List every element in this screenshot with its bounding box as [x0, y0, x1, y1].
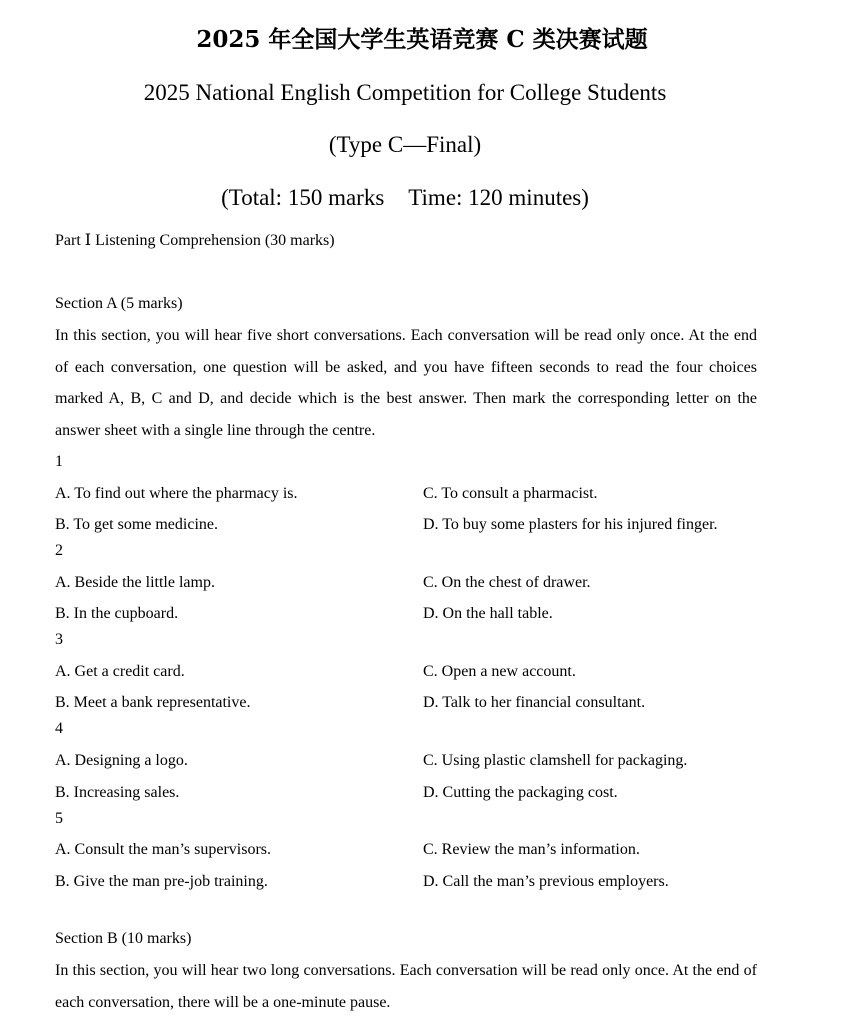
section-a-heading: Section A (5 marks) [55, 295, 183, 312]
choice-a: A. Designing a logo. [55, 752, 188, 769]
choice-a: A. Get a credit card. [55, 663, 185, 680]
total-marks: (Total: 150 marks [221, 185, 385, 210]
exam-title-chinese: 2025 年全国大学生英语竞赛 C 类决赛试题 [196, 26, 648, 53]
section-b-heading: Section B (10 marks) [55, 930, 192, 947]
choice-d: D. To buy some plasters for his injured finger. [423, 516, 718, 533]
choice-a: A. Beside the little lamp. [55, 574, 215, 591]
choice-c: C. To consult a pharmacist. [423, 485, 598, 502]
choice-c: C. Review the man’s information. [423, 841, 640, 858]
choice-c: C. Open a new account. [423, 663, 576, 680]
choice-a: A. To find out where the pharmacy is. [55, 485, 298, 502]
exam-total-time [0, 183, 810, 213]
choice-b: B. To get some medicine. [55, 516, 218, 533]
part-one-heading: Part Ⅰ Listening Comprehension (30 marks) [55, 232, 335, 249]
exam-type: (Type C—Final) [328, 132, 482, 157]
section-b-instructions: In this section, you will hear two long conversations. Each conversation will be read only once. At the end of each conversation, there will be a one-minute pause. [55, 962, 757, 1011]
choice-c: C. Using plastic clamshell for packaging. [423, 752, 688, 769]
choice-d: D. Call the man’s previous employers. [423, 873, 669, 890]
choice-d: D. Cutting the packaging cost. [423, 784, 618, 801]
exam-title-english: 2025 National English Competition for College Students [143, 80, 667, 105]
question-number: 1 [55, 453, 63, 470]
choice-d: D. On the hall table. [423, 605, 553, 622]
question-number: 5 [55, 810, 63, 827]
section-a-instructions: In this section, you will hear five short conversations. Each conversation will be read only once. At the end of each conversation, one question will be asked, and you have fifteen seconds to read the four choices marked A, B, C and D, and decide which is the best answer. Then mark the corresponding letter on the answer sheet with a single line through the centre. [55, 327, 757, 440]
question-number: 3 [55, 631, 63, 648]
choice-b: B. Meet a bank representative. [55, 694, 251, 711]
choice-b: B. Give the man pre-job training. [55, 873, 268, 890]
choice-d: D. Talk to her financial consultant. [423, 694, 646, 711]
choice-b: B. In the cupboard. [55, 605, 179, 622]
choice-a: A. Consult the man’s supervisors. [55, 841, 271, 858]
question-number: 2 [55, 542, 63, 559]
choice-c: C. On the chest of drawer. [423, 574, 591, 591]
choice-b: B. Increasing sales. [55, 784, 180, 801]
time-limit: Time: 120 minutes) [408, 185, 589, 210]
question-number: 4 [55, 720, 63, 737]
